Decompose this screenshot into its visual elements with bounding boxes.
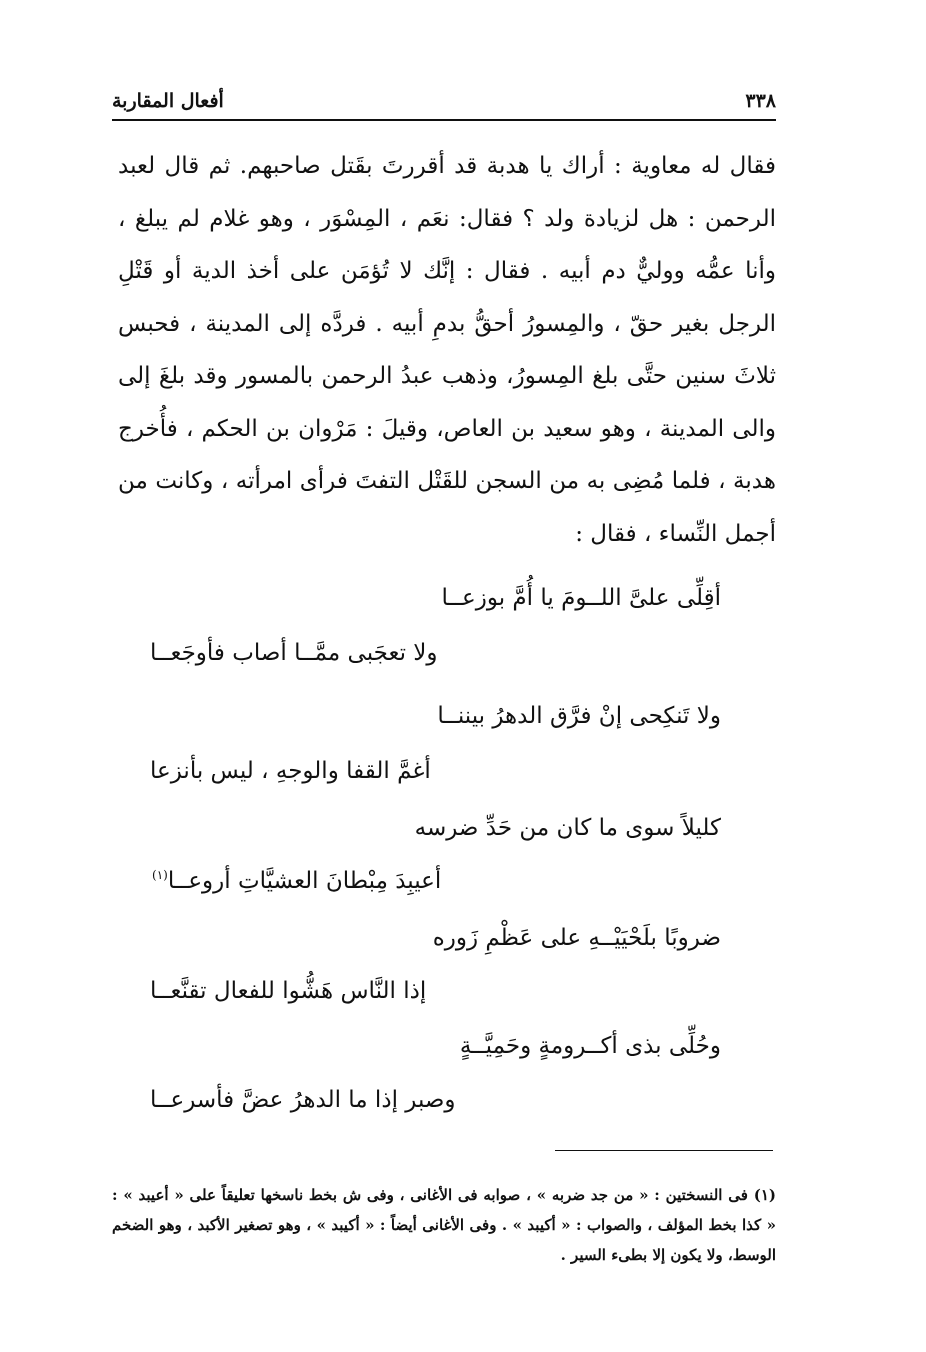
page-number: ٣٣٨ (745, 90, 776, 112)
verse-4-first-hemistich: ضروبًا بلَحْيَيْــهِ على عَظْمِ زَوره (432, 925, 721, 951)
verse-3-second-hemistich (150, 868, 441, 894)
verse-2-first-hemistich: ولا تَنكِحى إنْ فرَّق الدهرُ بيننــا (437, 703, 721, 729)
verse-1-first-hemistich: أقِلِّى علىَّ اللــومَ يا أُمَّ بوزعــا (441, 585, 721, 611)
verse-5-second-hemistich: وصبر إذا ما الدهرُ عضَّ فأسرعــا (150, 1087, 456, 1113)
page-header (112, 88, 776, 118)
verse-2-second-hemistich: أغمَّ القفا والوجهِ ، ليس بأنزعا (150, 758, 431, 784)
verse-5-first-hemistich: وحُلِّى بذى أكــرومةٍ وحَمِيَّــةٍ (459, 1033, 721, 1059)
header-rule (112, 119, 776, 121)
prose-text: فقال له معاوية : أراك يا هدبة قد أقررتَ بقَتل صاحبهم. ثم قال لعبد الرحمن : هل لزيادة ولد ؟ فقال: نعَم ، المِسْوَر ، وهو غلام لم يبلغ ، وأنا عمُّه ووليٌّ دم أبيه . فقال : إنَّك لا تُؤمَن على أخذ الدية أو قَتْلِ الرجل بغير حقّ ، والمِسورُ أحقُّ بدمِ أبيه . فردَّه إلى المدينة ، فحبس ثلاثَ سنين حتَّى بلغ المِسورُ، وذهب عبدُ الرحمن بالمسور وقد بلغَ إلى والى المدينة ، وهو سعيد بن العاص، وقيلَ : مَرْوان بن الحكم ، فأُخرج هدبة ، فلما مُضِى به من السجن للقَتْل التفتَ فرأى امرأته ، وكانت من أجمل النِّساء ، فقال : (118, 153, 776, 547)
verse-4-second-hemistich: إذا النَّاس هَشُّوا للفعال تقنَّعــا (150, 978, 427, 1004)
verse-3-second-text: أعيبِدَ مِبْطانَ العشيَّاتِ أروعــا (167, 868, 442, 894)
footnote-rule (555, 1150, 773, 1151)
footnote (112, 1180, 776, 1270)
prose-paragraph (118, 140, 776, 560)
verse-3-first-hemistich: كليلاً سوى ما كان من حَدِّ ضرسه (414, 815, 721, 841)
verse-1-second-hemistich: ولا تعجَبى ممَّــا أصاب فأوجَعــا (150, 640, 438, 666)
footnote-text: (١) فى النسختين : « من جد ضربه » ، صوابه فى الأغانى ، وفى ش بخط ناسخها تعليقاً على « أعيبد » : « كذا بخط المؤلف ، والصواب : « أكيبد » . وفى الأغانى أيضاً : « أكيبد » ، وهو تصغير الأكبد ، وهو الضخم الوسط، ولا يكون إلا بطىء السير . (112, 1186, 776, 1264)
running-title: أفعال المقاربة (112, 90, 224, 112)
footnote-marker: (١) (152, 868, 168, 883)
